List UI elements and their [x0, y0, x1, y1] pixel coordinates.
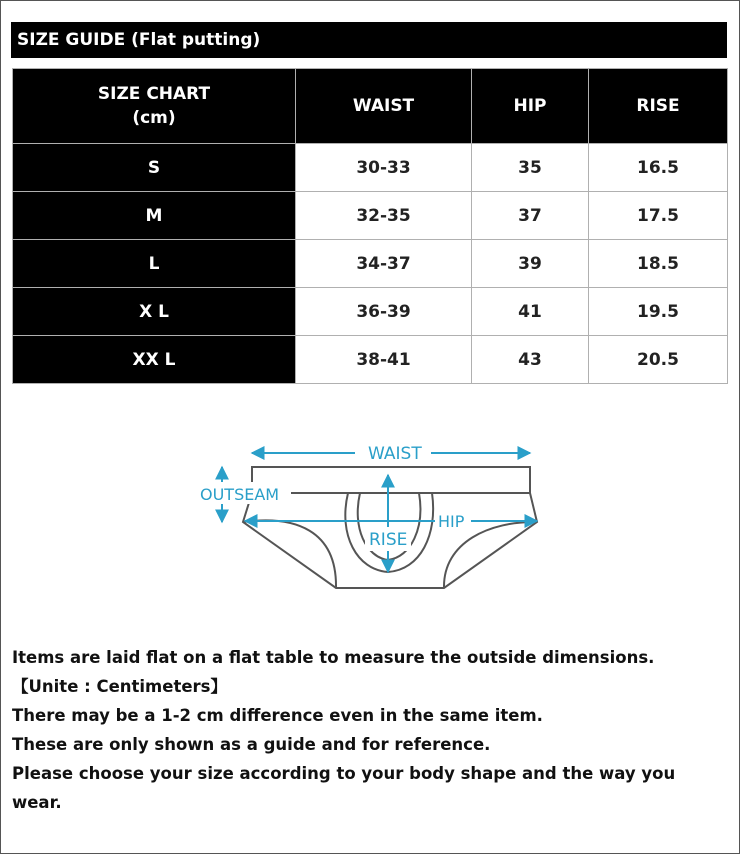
size-chart-header — [13, 69, 296, 144]
rise-cell: 18.5 — [589, 240, 728, 288]
hip-cell: 37 — [472, 192, 589, 240]
waist-cell: 32-35 — [296, 192, 472, 240]
hip-cell: 39 — [472, 240, 589, 288]
rise-label: RISE — [369, 530, 408, 550]
rise-cell: 16.5 — [589, 144, 728, 192]
waist-cell: 30-33 — [296, 144, 472, 192]
note-unit: 【Unite : Centimeters】 — [12, 677, 227, 696]
hip-cell: 41 — [472, 288, 589, 336]
waist-label: WAIST — [368, 444, 422, 464]
note-measurement-method: Items are laid flat on a flat table to measure the outside dimensions. — [12, 648, 655, 667]
size-cell: S — [13, 144, 296, 192]
waist-header: WAIST — [296, 69, 472, 144]
hip-cell: 43 — [472, 336, 589, 384]
measurement-diagram — [195, 435, 545, 595]
rise-cell: 19.5 — [589, 288, 728, 336]
outseam-label: OUTSEAM — [200, 485, 280, 504]
rise-header: RISE — [589, 69, 728, 144]
note-guide: These are only shown as a guide and for reference. — [12, 735, 491, 754]
size-chart-header-unit: (cm) — [132, 108, 176, 128]
waist-cell: 38-41 — [296, 336, 472, 384]
waist-cell: 36-39 — [296, 288, 472, 336]
hip-cell: 35 — [472, 144, 589, 192]
page-title: SIZE GUIDE (Flat putting) — [11, 22, 727, 58]
measurement-arrows — [222, 453, 537, 572]
size-cell: M — [13, 192, 296, 240]
size-chart-header-line1: SIZE CHART — [97, 84, 211, 104]
table-row — [13, 240, 728, 288]
table-row — [13, 288, 728, 336]
notes-section — [12, 643, 728, 817]
size-chart-table — [12, 68, 728, 384]
table-row — [13, 336, 728, 384]
rise-cell: 20.5 — [589, 336, 728, 384]
hip-label: HIP — [438, 512, 465, 531]
table-header-row — [13, 69, 728, 144]
size-cell: X L — [13, 288, 296, 336]
note-difference: There may be a 1-2 cm difference even in the same item. — [12, 706, 543, 725]
hip-header: HIP — [472, 69, 589, 144]
rise-cell: 17.5 — [589, 192, 728, 240]
note-choose-size: Please choose your size according to your body shape and the way you wear. — [12, 764, 676, 812]
size-cell: L — [13, 240, 296, 288]
table-row — [13, 144, 728, 192]
waistband-shape — [252, 467, 530, 493]
size-cell: XX L — [13, 336, 296, 384]
table-row — [13, 192, 728, 240]
waist-cell: 34-37 — [296, 240, 472, 288]
